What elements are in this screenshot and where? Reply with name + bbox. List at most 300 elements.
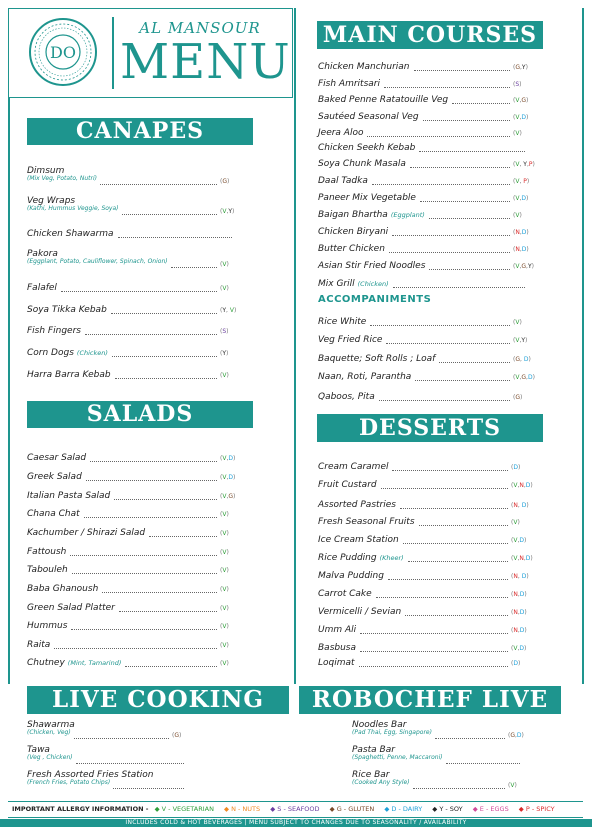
leader-dots: [113, 788, 184, 789]
allergen-code: [220, 493, 235, 500]
logo-text: DO: [50, 43, 76, 62]
allergen-code-text: (Y): [220, 350, 229, 357]
main-courses-item: [318, 95, 448, 105]
salads-item: [27, 453, 86, 463]
leader-dots: [360, 633, 508, 634]
desserts-item: [318, 625, 356, 635]
leader-dots: [439, 362, 510, 363]
leader-dots: [100, 184, 217, 185]
allergen-code-text: (D): [511, 464, 521, 471]
allergen-code: [220, 208, 234, 215]
leader-dots: [388, 579, 508, 580]
item-name: Daal Tadka: [318, 176, 368, 186]
allergen-code: [220, 586, 229, 593]
allergen-code: [513, 263, 534, 270]
item-name: Qaboos, Pita: [318, 392, 375, 402]
main-courses-banner: MAIN COURSES: [317, 21, 543, 49]
item-description: (Mix Veg, Potato, Nutri): [27, 175, 97, 182]
item-name: Chicken Manchurian: [318, 62, 410, 72]
desserts-item: [318, 553, 404, 563]
main-courses-item: [318, 112, 419, 122]
salads-item: [27, 528, 145, 538]
item-name: Assorted Pastries: [318, 500, 396, 510]
allergen-code-text: (N,D): [513, 229, 529, 236]
item-name: Chicken Seekh Kebab: [318, 143, 416, 153]
allergen-code: [511, 627, 527, 634]
leader-dots: [122, 214, 217, 215]
allergy-dairy: ◆ D - DAIRY: [384, 805, 423, 813]
leader-dots: [70, 555, 217, 556]
salads-item: [27, 547, 66, 557]
desserts-item: [318, 589, 372, 599]
item-name: Italian Pasta Salad: [27, 491, 111, 501]
leader-dots: [403, 543, 508, 544]
allergen-code: [508, 782, 517, 789]
leader-dots: [429, 218, 510, 219]
bottom-note-strip: [0, 819, 592, 827]
allergen-code-text: (G,D): [508, 732, 524, 739]
item-name: Malva Pudding: [318, 571, 384, 581]
desserts-item: [318, 658, 355, 668]
allergen-code-text: (N,D): [511, 627, 527, 634]
leader-dots: [384, 87, 510, 88]
item-name: Basbusa: [318, 643, 356, 653]
canapes-banner: CANAPES: [27, 118, 253, 145]
allergen-code-text: (V): [220, 660, 229, 667]
allergen-code: [220, 605, 229, 612]
item-name: Fruit Custard: [318, 480, 377, 490]
leader-dots: [419, 151, 525, 152]
item-name: Chana Chat: [27, 509, 80, 519]
allergen-code: [513, 229, 529, 236]
item-name: Paneer Mix Vegetable: [318, 193, 416, 203]
center-divider: [294, 8, 296, 684]
item-name: Sautéed Seasonal Veg: [318, 112, 419, 122]
item-name: Dimsum: [27, 166, 65, 176]
main-courses-item: [318, 79, 380, 89]
allergen-code-text: (V,G,D): [513, 374, 535, 381]
allergen-code: [513, 212, 522, 219]
allergen-code: [220, 549, 229, 556]
allergen-code-text: (V): [220, 642, 229, 649]
allergy-nuts: ◆ N - NUTS: [224, 805, 261, 813]
allergen-code-text: (S): [513, 81, 522, 88]
item-name: Pakora: [27, 249, 58, 259]
leader-dots: [367, 136, 510, 137]
allergen-code-text: (G, D): [513, 356, 531, 363]
allergen-code: [511, 645, 526, 652]
leader-dots: [102, 592, 217, 593]
allergen-code-text: (V, P): [513, 178, 530, 185]
leader-dots: [85, 334, 217, 335]
allergen-code: [220, 372, 229, 379]
allergen-code: [511, 609, 527, 616]
item-name: Chicken Shawarma: [27, 229, 114, 239]
item-name: Kachumber / Shirazi Salad: [27, 528, 146, 538]
leader-dots: [452, 103, 510, 104]
salads-item: [27, 621, 67, 631]
desserts-item: [318, 500, 396, 510]
brand-name: AL MANSOUR: [139, 19, 261, 37]
accompaniments-item: [318, 372, 411, 382]
salads-item: [27, 491, 110, 501]
desserts-item: [318, 571, 384, 581]
allergen-code: [220, 623, 229, 630]
allergen-code: [220, 474, 235, 481]
accompaniments-item: [318, 392, 375, 402]
item-name: Veg Wraps: [27, 196, 76, 206]
main-courses-item: [318, 244, 385, 254]
item-name: Veg Fried Rice: [318, 335, 383, 345]
leader-dots: [429, 269, 510, 270]
allergen-code: [513, 114, 528, 121]
main-courses-item: [318, 159, 406, 169]
leader-dots: [76, 763, 184, 764]
allergen-code-text: (V,D): [511, 537, 527, 544]
leader-dots: [114, 499, 217, 500]
allergen-code: [220, 261, 229, 268]
leader-dots: [400, 508, 508, 509]
allergen-code-text: (G): [172, 732, 182, 739]
allergen-code: [220, 455, 235, 462]
allergen-code: [513, 374, 535, 381]
allergen-code: [220, 530, 229, 537]
item-name: Caesar Salad: [27, 453, 87, 463]
allergen-code: [513, 81, 522, 88]
item-name: Fresh Seasonal Fruits: [318, 517, 415, 527]
allergen-code: [220, 178, 229, 185]
right-border: [582, 8, 584, 684]
desserts-item: [318, 607, 401, 617]
leader-dots: [360, 651, 508, 652]
item-description: (Spaghetti, Penne, Maccaroni): [352, 754, 443, 761]
allergen-code-text: (G): [513, 394, 523, 401]
live-cooking-banner: LIVE COOKING: [27, 686, 289, 714]
leader-dots: [125, 666, 217, 667]
leader-dots: [405, 615, 508, 616]
item-name: Loqimat: [318, 658, 355, 668]
item-name: Harra Barra Kebab: [27, 370, 111, 380]
item-name: Baquette; Soft Rolls ; Loaf: [318, 354, 436, 364]
allergen-code-text: (Y, V): [220, 307, 237, 314]
item-name: Fish Amritsari: [318, 79, 380, 89]
main-courses-item: [318, 62, 410, 72]
allergen-code-text: (V,D): [220, 474, 236, 481]
allergen-code: [220, 285, 229, 292]
item-name: Tabouleh: [27, 565, 68, 575]
item-name: Cream Caramel: [318, 462, 389, 472]
allergen-code-text: (V): [220, 530, 229, 537]
allergen-code: [511, 482, 533, 489]
item-description: (Kathi, Hummus Veggie, Soya): [27, 205, 119, 212]
allergen-code-text: (V): [513, 212, 522, 219]
salads-item: [27, 584, 98, 594]
allergen-code: [513, 195, 528, 202]
allergen-code-text: (V,G): [513, 97, 529, 104]
item-name: Fish Fingers: [27, 326, 81, 336]
leader-dots: [410, 167, 510, 168]
allergen-code: [220, 307, 236, 314]
allergen-code-text: (V,D): [511, 645, 527, 652]
allergen-code-text: (V,G,Y): [513, 263, 534, 270]
allergy-spicy: ◆ P - SPICY: [518, 805, 555, 813]
allergen-code-text: (N,D): [511, 609, 527, 616]
leader-dots: [54, 648, 217, 649]
item-inline-note: (Chicken): [76, 349, 108, 357]
item-name: Soya Chunk Masala: [318, 159, 406, 169]
allergen-code: [220, 511, 229, 518]
allergen-code: [513, 161, 535, 168]
accompaniments-heading: ACCOMPANIMENTS: [318, 294, 432, 305]
allergy-eggs: ◆ E - EGGS: [472, 805, 509, 813]
main-courses-item: [318, 261, 425, 271]
accompaniments-item: [318, 335, 382, 345]
leader-dots: [392, 235, 510, 236]
allergen-code-text: (N, D): [511, 573, 529, 580]
leader-dots: [392, 470, 508, 471]
allergen-code: [511, 464, 520, 471]
allergy-soy: ◆ Y - SOY: [432, 805, 463, 813]
leader-dots: [379, 400, 510, 401]
allergen-code: [172, 732, 181, 739]
leader-dots: [149, 536, 217, 537]
leader-dots: [72, 573, 217, 574]
allergen-code: [511, 502, 529, 509]
item-name: Naan, Roti, Parantha: [318, 372, 412, 382]
main-courses-item: [318, 176, 368, 186]
allergen-code-text: (V,N,D): [511, 555, 533, 562]
item-name: Hummus: [27, 621, 68, 631]
allergen-code: [508, 732, 524, 739]
canapes-item: [27, 348, 108, 358]
item-description: (Chicken, Veg): [27, 729, 71, 736]
leader-dots: [61, 291, 217, 292]
leader-dots: [112, 356, 217, 357]
item-name: Fattoush: [27, 547, 67, 557]
item-name: Carrot Cake: [318, 589, 372, 599]
item-name: Shawarma: [27, 720, 75, 730]
leader-dots: [381, 488, 508, 489]
allergen-code-text: (V,Y): [220, 208, 235, 215]
allergen-code: [511, 660, 520, 667]
logo-separator: [112, 17, 114, 89]
leader-dots: [111, 313, 217, 314]
salads-item: [27, 509, 80, 519]
allergen-code: [513, 319, 522, 326]
leader-dots: [386, 343, 510, 344]
allergen-code: [511, 573, 529, 580]
item-name: Rice Pudding: [318, 553, 377, 563]
allergen-code-text: (V): [508, 782, 517, 789]
leader-dots: [435, 738, 505, 739]
allergen-code: [220, 642, 229, 649]
allergen-code: [513, 394, 522, 401]
allergen-code-text: (V): [513, 319, 522, 326]
leader-dots: [389, 252, 510, 253]
leader-dots: [414, 70, 510, 71]
allergen-code-text: (V): [220, 586, 229, 593]
item-description: (Eggplant, Potato, Cauliflower, Spinach, Onion): [27, 258, 168, 265]
item-name: Baba Ghanoush: [27, 584, 99, 594]
leader-dots: [408, 561, 508, 562]
allergen-code-text: (G): [220, 178, 230, 185]
leader-dots: [74, 738, 169, 739]
allergen-code-text: (V): [220, 605, 229, 612]
item-description: (Veg , Chicken): [27, 754, 73, 761]
allergen-code-text: (V): [220, 623, 229, 630]
left-border: [8, 97, 10, 684]
item-inline-note: (Chicken): [357, 280, 389, 288]
item-inline-note: (Mint, Tamarind): [67, 659, 122, 667]
allergen-code: [513, 246, 529, 253]
allergen-code-text: (V): [511, 519, 520, 526]
allergen-code-text: (V): [220, 511, 229, 518]
salads-banner: SALADS: [27, 401, 253, 428]
main-courses-item: [318, 193, 416, 203]
allergen-code-text: (G,Y): [513, 64, 528, 71]
allergen-code: [511, 537, 526, 544]
allergen-code: [220, 328, 229, 335]
leader-dots: [423, 120, 510, 121]
item-name: Asian Stir Fried Noodles: [318, 261, 426, 271]
item-name: Pasta Bar: [352, 745, 395, 755]
allergen-code: [513, 130, 522, 137]
allergen-code-text: (V, Y,P): [513, 161, 535, 168]
allergen-code-text: (V,D): [220, 455, 236, 462]
desserts-item: [318, 517, 415, 527]
allergen-code-text: (V,N,D): [511, 482, 533, 489]
item-name: Rice White: [318, 317, 367, 327]
item-name: Rice Bar: [352, 770, 390, 780]
leader-dots: [419, 525, 508, 526]
allergen-code: [511, 591, 527, 598]
allergy-label: IMPORTANT ALLERGY INFORMATION -: [12, 805, 149, 813]
allergen-code: [513, 64, 528, 71]
item-name: Ice Cream Station: [318, 535, 399, 545]
main-courses-item: [318, 210, 425, 220]
main-courses-item: [318, 128, 363, 138]
item-name: Falafel: [27, 283, 57, 293]
canapes-item: [27, 305, 107, 315]
item-name: Tawa: [27, 745, 50, 755]
allergen-code-text: (V,G): [220, 493, 236, 500]
leader-dots: [90, 461, 217, 462]
desserts-item: [318, 535, 399, 545]
leader-dots: [71, 629, 217, 630]
item-name: Green Salad Platter: [27, 603, 115, 613]
item-name: Corn Dogs: [27, 348, 74, 358]
allergy-seafood: ◆ S - SEAFOOD: [270, 805, 320, 813]
menu-title: MENU: [120, 34, 291, 90]
leader-dots: [84, 517, 217, 518]
accompaniments-item: [318, 317, 366, 327]
desserts-item: [318, 480, 377, 490]
allergen-code: [511, 555, 533, 562]
leader-dots: [376, 597, 508, 598]
salads-item: [27, 640, 50, 650]
item-name: Butter Chicken: [318, 244, 385, 254]
item-name: Vermicelli / Sevian: [318, 607, 402, 617]
item-name: Noodles Bar: [352, 720, 407, 730]
item-name: Baked Penne Ratatouille Veg: [318, 95, 449, 105]
allergen-code-text: (V): [220, 372, 229, 379]
item-name: Chutney: [27, 658, 65, 668]
leader-dots: [171, 267, 217, 268]
salads-item: [27, 472, 82, 482]
menu-heading: [120, 19, 291, 90]
accompaniments-item: [318, 354, 435, 364]
canapes-item: [27, 283, 57, 293]
item-name: Jeera Aloo: [318, 128, 364, 138]
allergen-code-text: (V): [220, 285, 229, 292]
leader-dots: [413, 788, 505, 789]
salads-item: [27, 603, 115, 613]
allergy-gluten: ◆ G - GLUTEN: [329, 805, 375, 813]
allergy-footer: [8, 801, 583, 818]
allergy-vegetarian: ◆ V - VEGETARIAN: [154, 805, 214, 813]
bottom-note: INCLUDES COLD & HOT BEVERAGES | MENU SUBJECT TO CHANGES DUE TO SEASONALITY / AVAILABILITY: [125, 819, 467, 826]
leader-dots: [359, 666, 508, 667]
leader-dots: [372, 184, 510, 185]
allergen-code-text: (V,D): [513, 114, 529, 121]
item-name: Raita: [27, 640, 51, 650]
leader-dots: [446, 763, 520, 764]
logo-emblem-icon: [28, 17, 98, 87]
desserts-item: [318, 462, 388, 472]
allergen-code-text: (V): [220, 261, 229, 268]
main-courses-item: [318, 279, 389, 289]
item-description: (Pad Thai, Egg, Singapore): [352, 729, 432, 736]
item-name: Chicken Biryani: [318, 227, 389, 237]
allergen-code: [513, 178, 529, 185]
item-name: Fresh Assorted Fries Station: [27, 770, 154, 780]
allergen-code-text: (V,D): [513, 195, 529, 202]
canapes-item: [27, 370, 111, 380]
leader-dots: [119, 611, 217, 612]
allergen-code: [511, 519, 520, 526]
allergen-code-text: (D): [511, 660, 521, 667]
leader-dots: [115, 378, 217, 379]
allergen-code: [220, 350, 228, 357]
item-inline-note: (Eggplant): [390, 211, 425, 219]
allergen-code-text: (N,D): [513, 246, 529, 253]
allergen-code: [513, 97, 528, 104]
main-courses-item: [318, 143, 415, 153]
allergen-code-text: (V): [513, 130, 522, 137]
allergen-code: [220, 660, 229, 667]
canapes-item: [27, 326, 81, 336]
allergen-code-text: (S): [220, 328, 229, 335]
allergen-code: [513, 337, 527, 344]
allergen-code-text: (V): [220, 549, 229, 556]
item-description: (Cooked Any Style): [352, 779, 410, 786]
leader-dots: [370, 325, 510, 326]
item-name: Mix Grill: [318, 279, 355, 289]
item-name: Umm Ali: [318, 625, 357, 635]
item-name: Soya Tikka Kebab: [27, 305, 107, 315]
main-courses-item: [318, 227, 388, 237]
leader-dots: [393, 287, 525, 288]
allergen-code-text: (N, D): [511, 502, 529, 509]
canapes-item: [27, 229, 114, 239]
robochef-live-banner: ROBOCHEF LIVE: [299, 686, 561, 714]
salads-item: [27, 565, 68, 575]
item-name: Greek Salad: [27, 472, 82, 482]
leader-dots: [86, 480, 217, 481]
leader-dots: [118, 237, 232, 238]
item-name: Baigan Bhartha: [318, 210, 388, 220]
item-inline-note: (Kheer): [379, 554, 404, 562]
